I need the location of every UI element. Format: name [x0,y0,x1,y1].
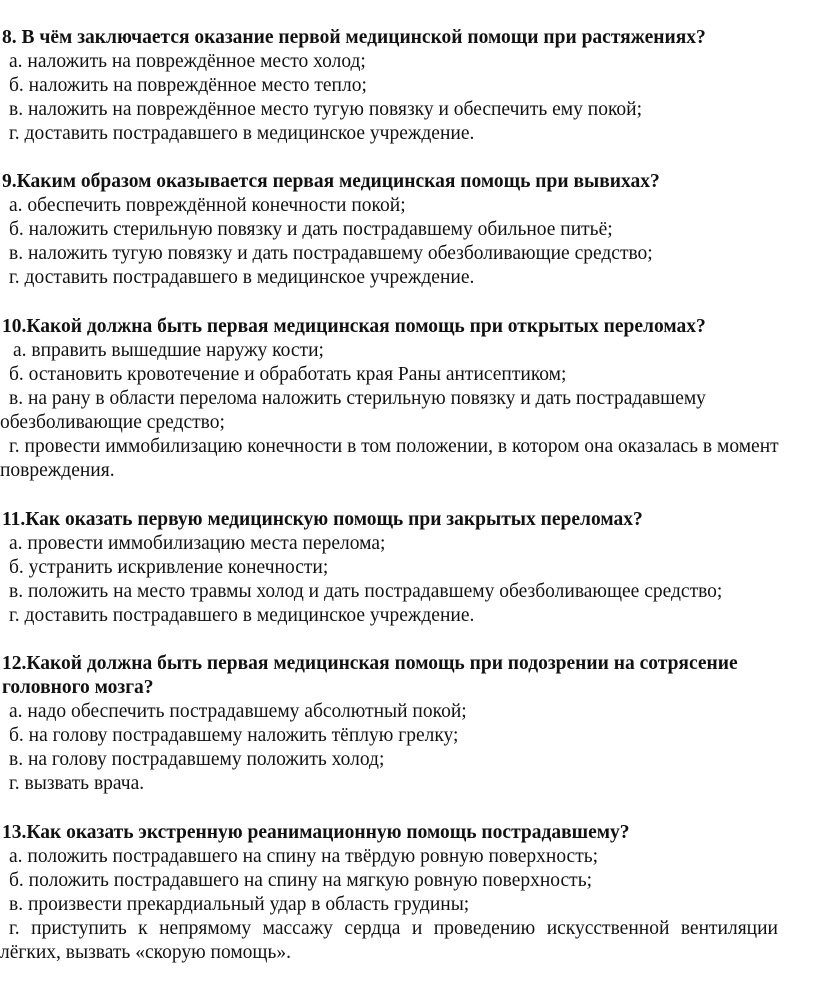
answer-option: в. произвести прекардиальный удар в область грудины; [9,894,470,915]
answer-option: б. положить пострадавшего на спину на мягкую ровную поверхность; [9,870,593,891]
answer-option: б. наложить стерильную повязку и дать пострадавшему обильное питьё; [9,219,613,240]
question-11 [0,508,808,628]
answer-option: в. наложить тугую повязку и дать пострадавшему обезболивающие средство; [9,243,653,264]
answer-option: в. на рану в области перелома наложить стерильную повязку и дать пострадавшему обезболивающие средство; [0,388,706,433]
answer-option: а. надо обеспечить пострадавшему абсолютный покой; [9,701,467,722]
answer-option: б. остановить кровотечение и обработать края Раны антисептиком; [9,364,567,385]
question-title: 12.Какой должна быть первая медицинская помощь при подозрении на сотрясение головного мозга? [2,653,738,698]
answer-option: а. наложить на повреждённое место холод; [9,51,366,72]
answer-option: г. вызвать врача. [9,773,145,794]
question-10 [0,315,808,483]
answer-option: г. доставить пострадавшего в медицинское учреждение. [9,267,475,288]
question-13 [0,821,808,965]
question-title: 9.Каким образом оказывается первая медицинская помощь при вывихах? [2,171,660,192]
answer-option: а. провести иммобилизацию места перелома; [9,533,386,554]
answer-option: в. на голову пострадавшему положить холод; [9,749,385,770]
question-title: 8. В чём заключается оказание первой медицинской помощи при растяжениях? [2,27,706,48]
answer-option: а. положить пострадавшего на спину на твёрдую ровную поверхность; [9,846,599,867]
answer-option: в. наложить на повреждённое место тугую повязку и обеспечить ему покой; [9,99,643,120]
answer-option: а. обеспечить повреждённой конечности покой; [9,195,406,216]
answer-option: г. доставить пострадавшего в медицинское учреждение. [9,123,475,144]
answer-option: г. приступить к непрямому массажу сердца и проведению искусственной вентиляции лёгких, вызвать «скорую помощь». [0,918,778,963]
answer-option: в. положить на место травмы холод и дать пострадавшему обезболивающее средство; [9,581,723,602]
answer-option: б. наложить на повреждённое место тепло; [9,75,367,96]
answer-option: а. вправить вышедшие наружу кости; [13,340,324,361]
question-8 [0,26,808,146]
answer-option: г. провести иммобилизацию конечности в том положении, в котором она оказалась в момент повреждения. [0,436,779,481]
question-12 [0,652,808,796]
question-title: 11.Как оказать первую медицинскую помощь при закрытых переломах? [2,509,643,530]
question-9 [0,170,808,290]
question-title: 10.Какой должна быть первая медицинская помощь при открытых переломах? [2,316,706,337]
answer-option: г. доставить пострадавшего в медицинское учреждение. [9,605,475,626]
answer-option: б. устранить искривление конечности; [9,557,329,578]
answer-option: б. на голову пострадавшему наложить тёплую грелку; [9,725,459,746]
question-title: 13.Как оказать экстренную реанимационную помощь пострадавшему? [2,822,630,843]
